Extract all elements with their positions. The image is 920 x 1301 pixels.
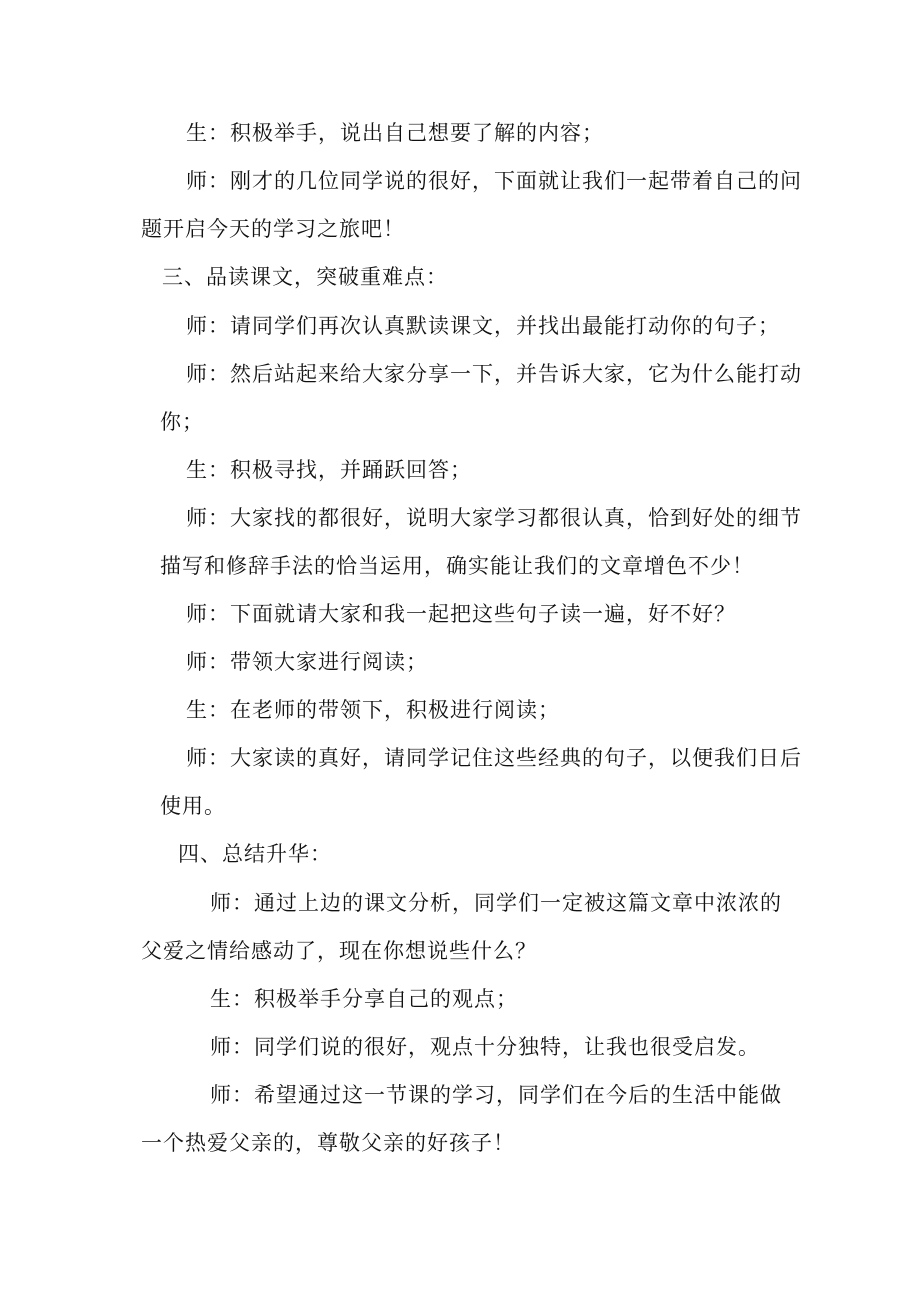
- section-heading-3: 三、品读课文，突破重难点：: [162, 265, 448, 289]
- line-21: 师：希望通过这一节课的学习，同学们在今后的生活中能做: [210, 1083, 782, 1107]
- line-15: 使用。: [160, 794, 226, 818]
- line-10: 描写和修辞手法的恰当运用，确实能让我们的文章增色不少！: [160, 554, 754, 578]
- line-18: 父爱之情给感动了，现在你想说些什么？: [141, 939, 537, 963]
- line-2: 师：刚才的几位同学说的很好，下面就让我们一起带着自己的问: [186, 169, 802, 193]
- line-11: 师：下面就请大家和我一起把这些句子读一遍，好不好？: [186, 602, 736, 626]
- line-5: 师：请同学们再次认真默读课文，并找出最能打动你的句子；: [186, 314, 780, 338]
- line-1: 生：积极举手，说出自己想要了解的内容；: [186, 121, 604, 145]
- line-19: 生：积极举手分享自己的观点；: [210, 987, 518, 1011]
- line-20: 师：同学们说的很好，观点十分独特，让我也很受启发。: [210, 1035, 760, 1059]
- section-heading-4: 四、总结升华：: [178, 842, 332, 866]
- line-12: 师：带领大家进行阅读；: [186, 650, 428, 674]
- line-3: 题开启今天的学习之旅吧！: [141, 217, 405, 241]
- line-9: 师：大家找的都很好，说明大家学习都很认真，恰到好处的细节: [186, 506, 802, 530]
- line-6: 师：然后站起来给大家分享一下，并告诉大家，它为什么能打动: [186, 362, 802, 386]
- line-22: 一个热爱父亲的，尊敬父亲的好孩子！: [141, 1131, 515, 1155]
- line-17: 师：通过上边的课文分析，同学们一定被这篇文章中浓浓的: [210, 891, 782, 915]
- line-7: 你；: [160, 410, 204, 434]
- line-14: 师：大家读的真好，请同学记住这些经典的句子，以便我们日后: [186, 746, 802, 770]
- line-8: 生：积极寻找，并踊跃回答；: [186, 458, 472, 482]
- line-13: 生：在老师的带领下，积极进行阅读；: [186, 698, 560, 722]
